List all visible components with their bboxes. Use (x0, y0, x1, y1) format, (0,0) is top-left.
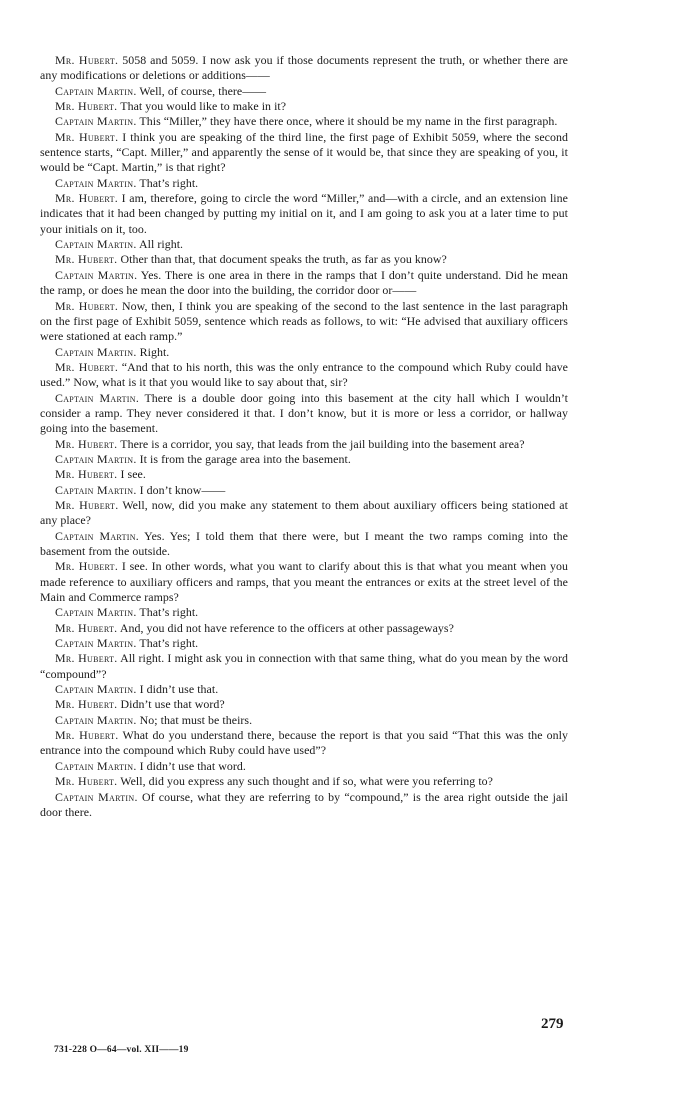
speaker-name: Mr. Hubert. (55, 252, 118, 267)
speaker-name: Captain Martin. (55, 114, 137, 129)
paragraph-text: No; that must be theirs. (136, 712, 253, 727)
paragraph-text: Now, then, I think you are speaking of the second to the last sentence in the last paragraph on the first page of Exhibit 5059, sentence which reads as follows, to wit: “He advised that auxiliary officers were stationed at each ramp.” (40, 298, 568, 344)
transcript-paragraph (40, 759, 568, 774)
transcript-paragraph (40, 498, 568, 529)
paragraph-text: Well, of course, there—— (136, 83, 267, 98)
speaker-name: Mr. Hubert. (55, 559, 119, 574)
paragraph-text: Well, now, did you make any statement to them about auxiliary officers being stationed at any place? (40, 497, 568, 528)
speaker-name: Captain Martin. (55, 267, 138, 282)
speaker-name: Mr. Hubert. (55, 436, 118, 451)
paragraph-text: This “Miller,” they have there once, where it should be my name in the first paragraph. (136, 114, 558, 129)
footer-printer-code: 731-228 O—64—vol. XII——19 (54, 1045, 189, 1055)
paragraph-text: I am, therefore, going to circle the word “Miller,” and—with a circle, and an extension line indicates that it had been changed by putting my initial on it, and I am going to ask you at a later time to put your initials on it, too. (40, 191, 568, 236)
paragraph-text: I think you are speaking of the third line, the first page of Exhibit 5059, where the second sentence starts, “Capt. Miller,” and apparently the sense of it would be, that since they are speaking of you, it would be “Capt. Martin,” is that right? (40, 129, 568, 175)
transcript-paragraph (40, 790, 568, 821)
transcript-paragraph (40, 774, 568, 789)
transcript-paragraph (40, 252, 568, 267)
paragraph-text: All right. (136, 237, 184, 252)
speaker-name: Captain Martin. (55, 528, 140, 543)
speaker-name: Mr. Hubert. (55, 359, 119, 374)
speaker-name: Captain Martin. (55, 636, 137, 651)
paragraph-text: There is a double door going into this basement at the city hall which I wouldn’t consider a ramp. They never considered it that. I don’t know, but it is more or less a corridor, or hallway going into the basement. (40, 390, 568, 436)
speaker-name: Captain Martin. (55, 390, 140, 405)
speaker-name: Mr. Hubert. (55, 99, 118, 114)
transcript-paragraph (40, 437, 568, 452)
paragraph-text: That’s right. (136, 175, 199, 190)
speaker-name: Mr. Hubert. (55, 697, 118, 712)
speaker-name: Mr. Hubert. (55, 298, 119, 313)
transcript-paragraph (40, 53, 568, 84)
paragraph-text: I see. (117, 467, 146, 482)
speaker-name: Mr. Hubert. (55, 129, 119, 144)
transcript-paragraph (40, 467, 568, 482)
speaker-name: Captain Martin. (55, 344, 137, 359)
transcript-paragraph (40, 605, 568, 620)
paragraph-text: All right. I might ask you in connection with that same thing, what do you mean by the word “compound”? (40, 651, 568, 681)
paragraph-text: I didn’t use that word. (136, 758, 246, 773)
speaker-name: Captain Martin. (55, 758, 137, 773)
transcript-paragraph (40, 682, 568, 697)
transcript-paragraph (40, 114, 568, 129)
paragraph-text: What do you understand there, because the report is that you said “That this was the only entrance into the compound which Ruby could have used”? (40, 728, 568, 758)
paragraph-text: Of course, what they are referring to by “compound,” is the area right outside the jail door there. (40, 789, 569, 819)
transcript-paragraph (40, 99, 568, 114)
transcript-paragraph (40, 191, 568, 237)
paragraph-text: Other than that, that document speaks the truth, as far as you know? (117, 252, 447, 267)
speaker-name: Mr. Hubert. (55, 728, 119, 743)
speaker-name: Captain Martin. (55, 789, 138, 804)
paragraph-text: Yes. There is one area in there in the ramps that I don’t quite understand. Did he mean the ramp, or does he mean the door into the building, the corridor door or—— (40, 267, 568, 298)
transcript-paragraph (40, 130, 568, 176)
transcript-body (40, 53, 568, 820)
paragraph-text: Didn’t use that word? (117, 697, 225, 712)
paragraph-text: That you would like to make in it? (117, 99, 287, 114)
transcript-paragraph (40, 713, 568, 728)
speaker-name: Captain Martin. (55, 482, 137, 497)
transcript-paragraph (40, 559, 568, 605)
speaker-name: Captain Martin. (55, 451, 137, 466)
transcript-paragraph (40, 299, 568, 345)
page-number: 279 (541, 1016, 564, 1032)
paragraph-text: 5058 and 5059. I now ask you if those documents represent the truth, or whether there are any modifications or deletions or additions—— (40, 53, 568, 83)
transcript-paragraph (40, 483, 568, 498)
speaker-name: Captain Martin. (55, 237, 137, 252)
speaker-name: Captain Martin. (55, 712, 137, 727)
transcript-paragraph (40, 452, 568, 467)
speaker-name: Captain Martin. (55, 83, 137, 98)
speaker-name: Mr. Hubert. (55, 53, 119, 67)
transcript-paragraph (40, 345, 568, 360)
paragraph-text: Well, did you express any such thought and if so, what were you referring to? (117, 774, 494, 789)
transcript-paragraph (40, 237, 568, 252)
speaker-name: Captain Martin. (55, 682, 137, 697)
transcript-paragraph (40, 84, 568, 99)
paragraph-text: That’s right. (136, 636, 199, 651)
speaker-name: Mr. Hubert. (55, 651, 118, 666)
transcript-paragraph (40, 728, 568, 759)
speaker-name: Mr. Hubert. (55, 497, 119, 512)
transcript-paragraph (40, 529, 568, 560)
speaker-name: Mr. Hubert. (55, 467, 118, 482)
paragraph-text: I see. In other words, what you want to clarify about this is that what you meant when you made reference to auxiliary officers and ramps, that you meant the entrances or exits at the street level of the Main and Commerce ramps? (40, 559, 568, 605)
transcript-paragraph (40, 268, 568, 299)
paragraph-text: I don’t know—— (136, 482, 226, 497)
speaker-name: Captain Martin. (55, 175, 137, 190)
transcript-paragraph (40, 697, 568, 712)
paragraph-text: I didn’t use that. (136, 682, 219, 697)
transcript-paragraph (40, 651, 568, 682)
transcript-paragraph (40, 176, 568, 191)
paragraph-text: And, you did not have reference to the officers at other passageways? (117, 620, 454, 635)
paragraph-text: “And that to his north, this was the only entrance to the compound which Ruby could have used.” Now, what is it that you would like to say about that, sir? (40, 359, 568, 390)
paragraph-text: That’s right. (136, 605, 199, 620)
transcript-paragraph (40, 360, 568, 391)
transcript-paragraph (40, 391, 568, 437)
transcript-paragraph (40, 636, 568, 651)
transcript-paragraph (40, 621, 568, 636)
paragraph-text: It is from the garage area into the basement. (136, 451, 351, 466)
speaker-name: Mr. Hubert. (55, 620, 118, 635)
speaker-name: Mr. Hubert. (55, 774, 118, 789)
speaker-name: Captain Martin. (55, 605, 137, 620)
paragraph-text: There is a corridor, you say, that leads from the jail building into the basement area? (117, 436, 525, 451)
paragraph-text: Right. (136, 344, 170, 359)
paragraph-text: Yes. Yes; I told them that there were, but I meant the two ramps coming into the basement from the outside. (40, 528, 568, 558)
speaker-name: Mr. Hubert. (55, 191, 119, 206)
